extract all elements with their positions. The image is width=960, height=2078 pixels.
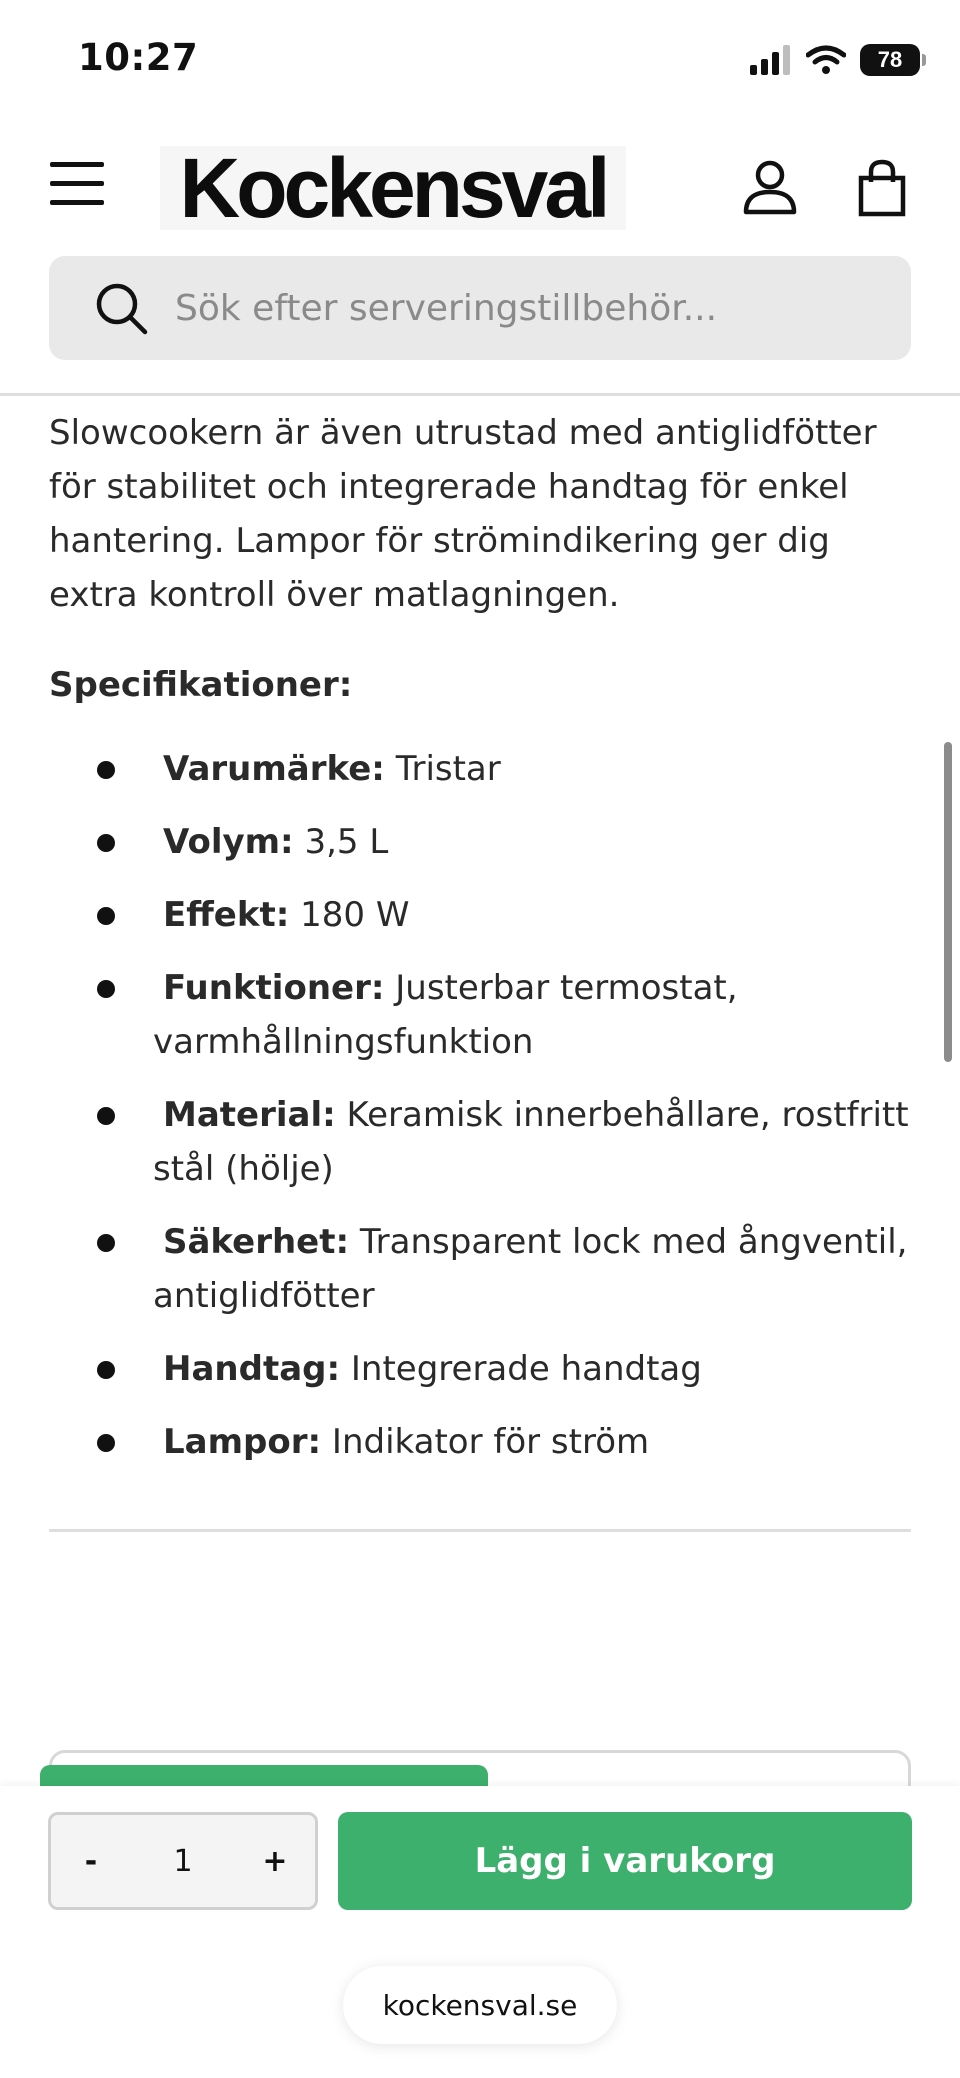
spec-item-safety (153, 1215, 929, 1323)
increase-quantity-button[interactable]: + (235, 1815, 315, 1907)
browser-url-bar[interactable]: kockensval.se (343, 1966, 617, 2044)
spec-label: Volym: (163, 822, 294, 862)
menu-icon[interactable] (50, 162, 104, 206)
spec-value: 180 W (300, 895, 410, 935)
status-time: 10:27 (78, 36, 199, 79)
status-icons (750, 40, 920, 80)
scrollbar[interactable] (944, 742, 952, 1062)
spec-label: Funktioner: (163, 968, 385, 1008)
search-bar[interactable] (49, 256, 911, 360)
status-bar (0, 0, 960, 120)
specs-list (49, 742, 929, 1469)
cart-icon[interactable] (856, 158, 908, 218)
spec-label: Material: (163, 1095, 336, 1135)
spec-label: Varumärke: (163, 749, 385, 789)
spec-label: Handtag: (163, 1349, 341, 1389)
decrease-quantity-button[interactable]: - (51, 1815, 131, 1907)
spec-label: Lampor: (163, 1422, 322, 1462)
spec-value: 3,5 L (304, 822, 389, 862)
battery-level: 78 (877, 47, 903, 72)
spec-value: Transparent lock med ångventil, antiglidfötter (153, 1222, 908, 1316)
spec-item-material (153, 1088, 929, 1196)
sticky-cart-bar (0, 1786, 960, 2078)
header-divider (0, 393, 960, 396)
spec-item-brand (153, 742, 929, 796)
spec-item-lamps (153, 1415, 929, 1469)
search-input[interactable] (175, 288, 875, 329)
spec-value: Indikator för ström (331, 1422, 650, 1462)
spec-label: Effekt: (163, 895, 290, 935)
spec-item-handles (153, 1342, 929, 1396)
add-to-cart-button[interactable]: Lägg i varukorg (338, 1812, 912, 1910)
spec-value: Keramisk innerbehållare, rostfritt stål (hölje) (153, 1095, 909, 1189)
specs-title: Specifikationer: (49, 665, 353, 705)
spec-value: Tristar (395, 749, 501, 789)
spec-value: Justerbar termostat, varmhållningsfunktion (153, 968, 738, 1062)
account-icon[interactable] (740, 158, 800, 218)
description-text: Slowcookern är även utrustad med antiglidfötter för stabilitet och integrerade handtag för enkel hantering. Lampor för strömindikering ger dig extra kontroll över matlagningen. (49, 413, 877, 615)
spec-item-power (153, 888, 929, 942)
content-divider (49, 1529, 911, 1532)
logo-text: Kockensval (179, 140, 607, 235)
signal-icon (750, 45, 792, 75)
wifi-icon (806, 45, 846, 75)
spec-item-functions (153, 961, 929, 1069)
search-icon[interactable] (93, 280, 149, 336)
battery-icon (860, 44, 920, 76)
spec-label: Säkerhet: (163, 1222, 350, 1262)
quantity-stepper (48, 1812, 318, 1910)
quantity-value[interactable]: 1 (173, 1843, 193, 1879)
site-logo[interactable] (160, 140, 626, 235)
spec-value: Integrerade handtag (350, 1349, 702, 1389)
site-header (0, 138, 960, 238)
spec-item-volume (153, 815, 929, 869)
product-description (49, 400, 929, 1488)
